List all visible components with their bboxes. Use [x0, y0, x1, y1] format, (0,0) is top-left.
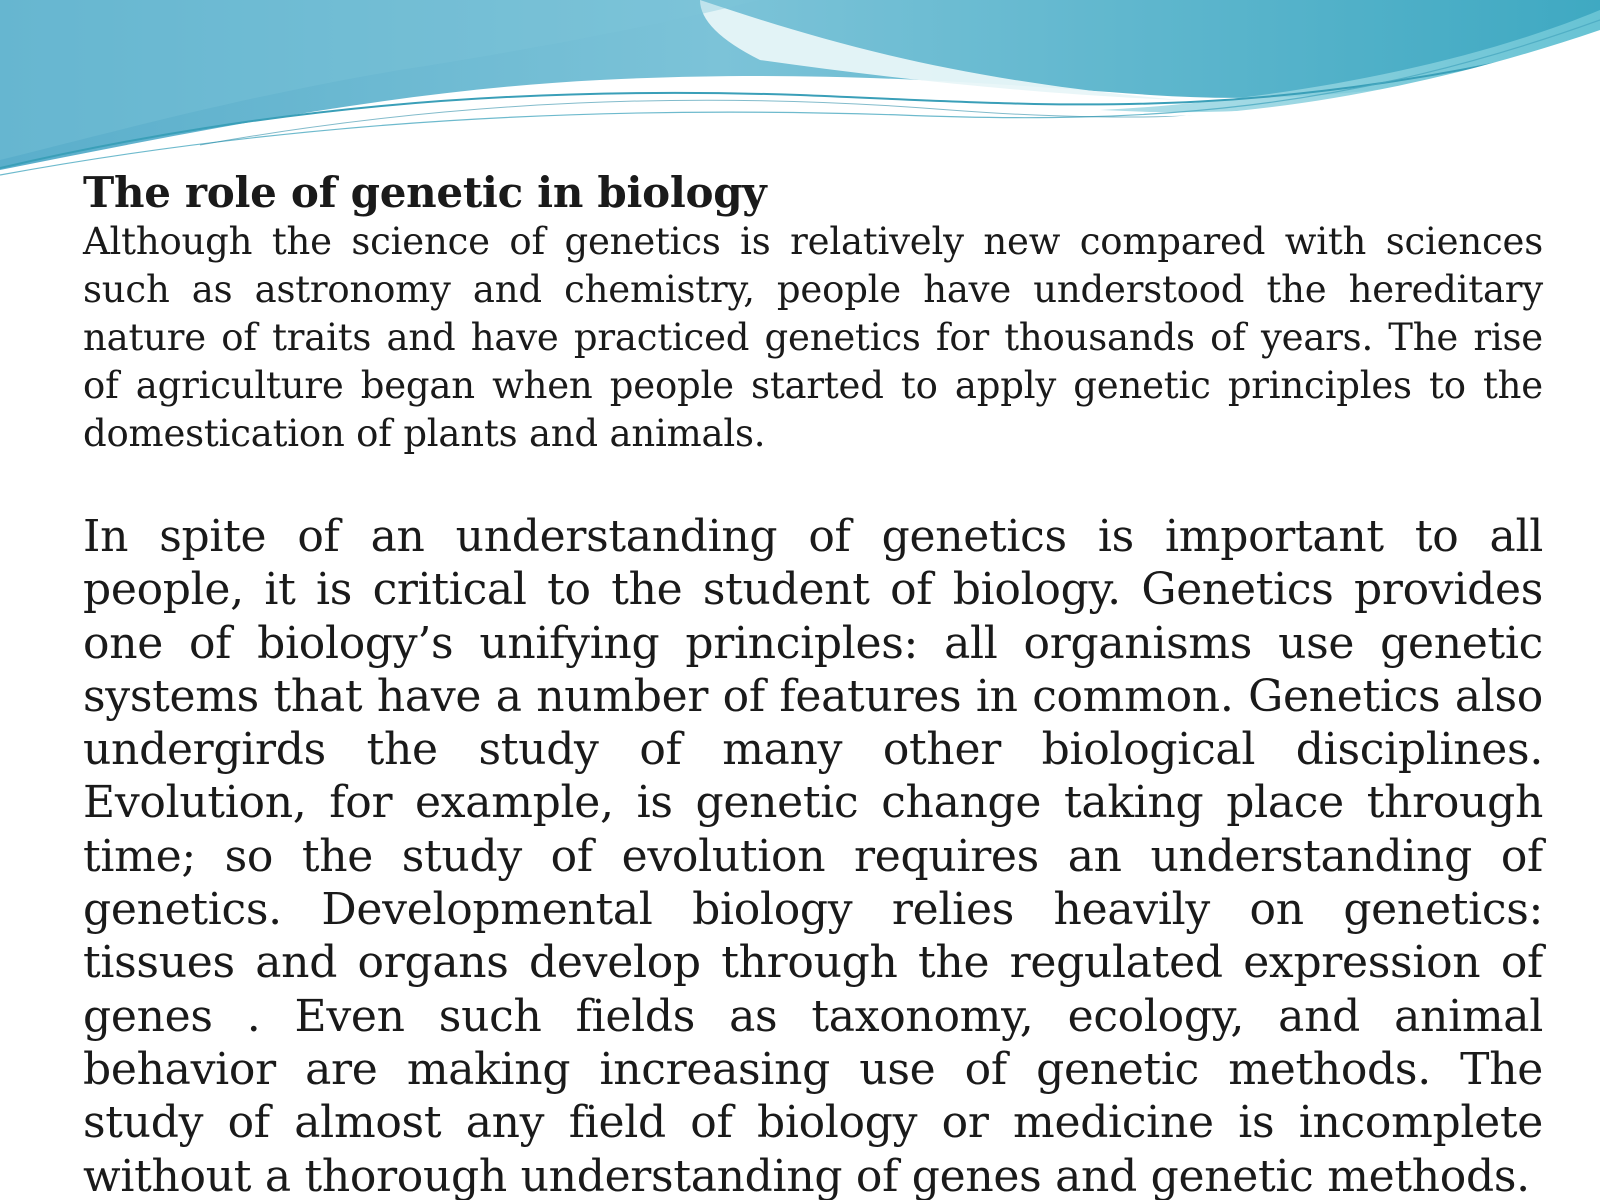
slide-content [83, 168, 1543, 1200]
slide-title: The role of genetic in biology [83, 168, 767, 217]
wave-banner-decoration [0, 0, 1600, 190]
body-paragraph: In spite of an understanding of genetics is important to all people, it is critical to the student of biology. Genetics provides one of biology’s unifying principles: all organisms use genetic systems that have a number of features in common. Genetics also undergirds the study of many other biological disciplines. Evolution, for example, is genetic change taking place through time; so the study of evolution requires an understanding of genetics. Developmental biology relies heavily on genetics: tissues and organs develop through the regulated expression of genes . Even such fields as taxonomy, ecology, and animal behavior are making increasing use of genetic methods. The study of almost any field of biology or medicine is incomplete without a thorough understanding of genes and genetic methods. [83, 511, 1543, 1200]
intro-paragraph: Although the science of genetics is relatively new compared with sciences such as astronomy and chemistry, people have understood the hereditary nature of traits and have practiced genetics for thousands of years. The rise of agriculture began when people started to apply genetic principles to the domestication of plants and animals. [83, 220, 1543, 455]
